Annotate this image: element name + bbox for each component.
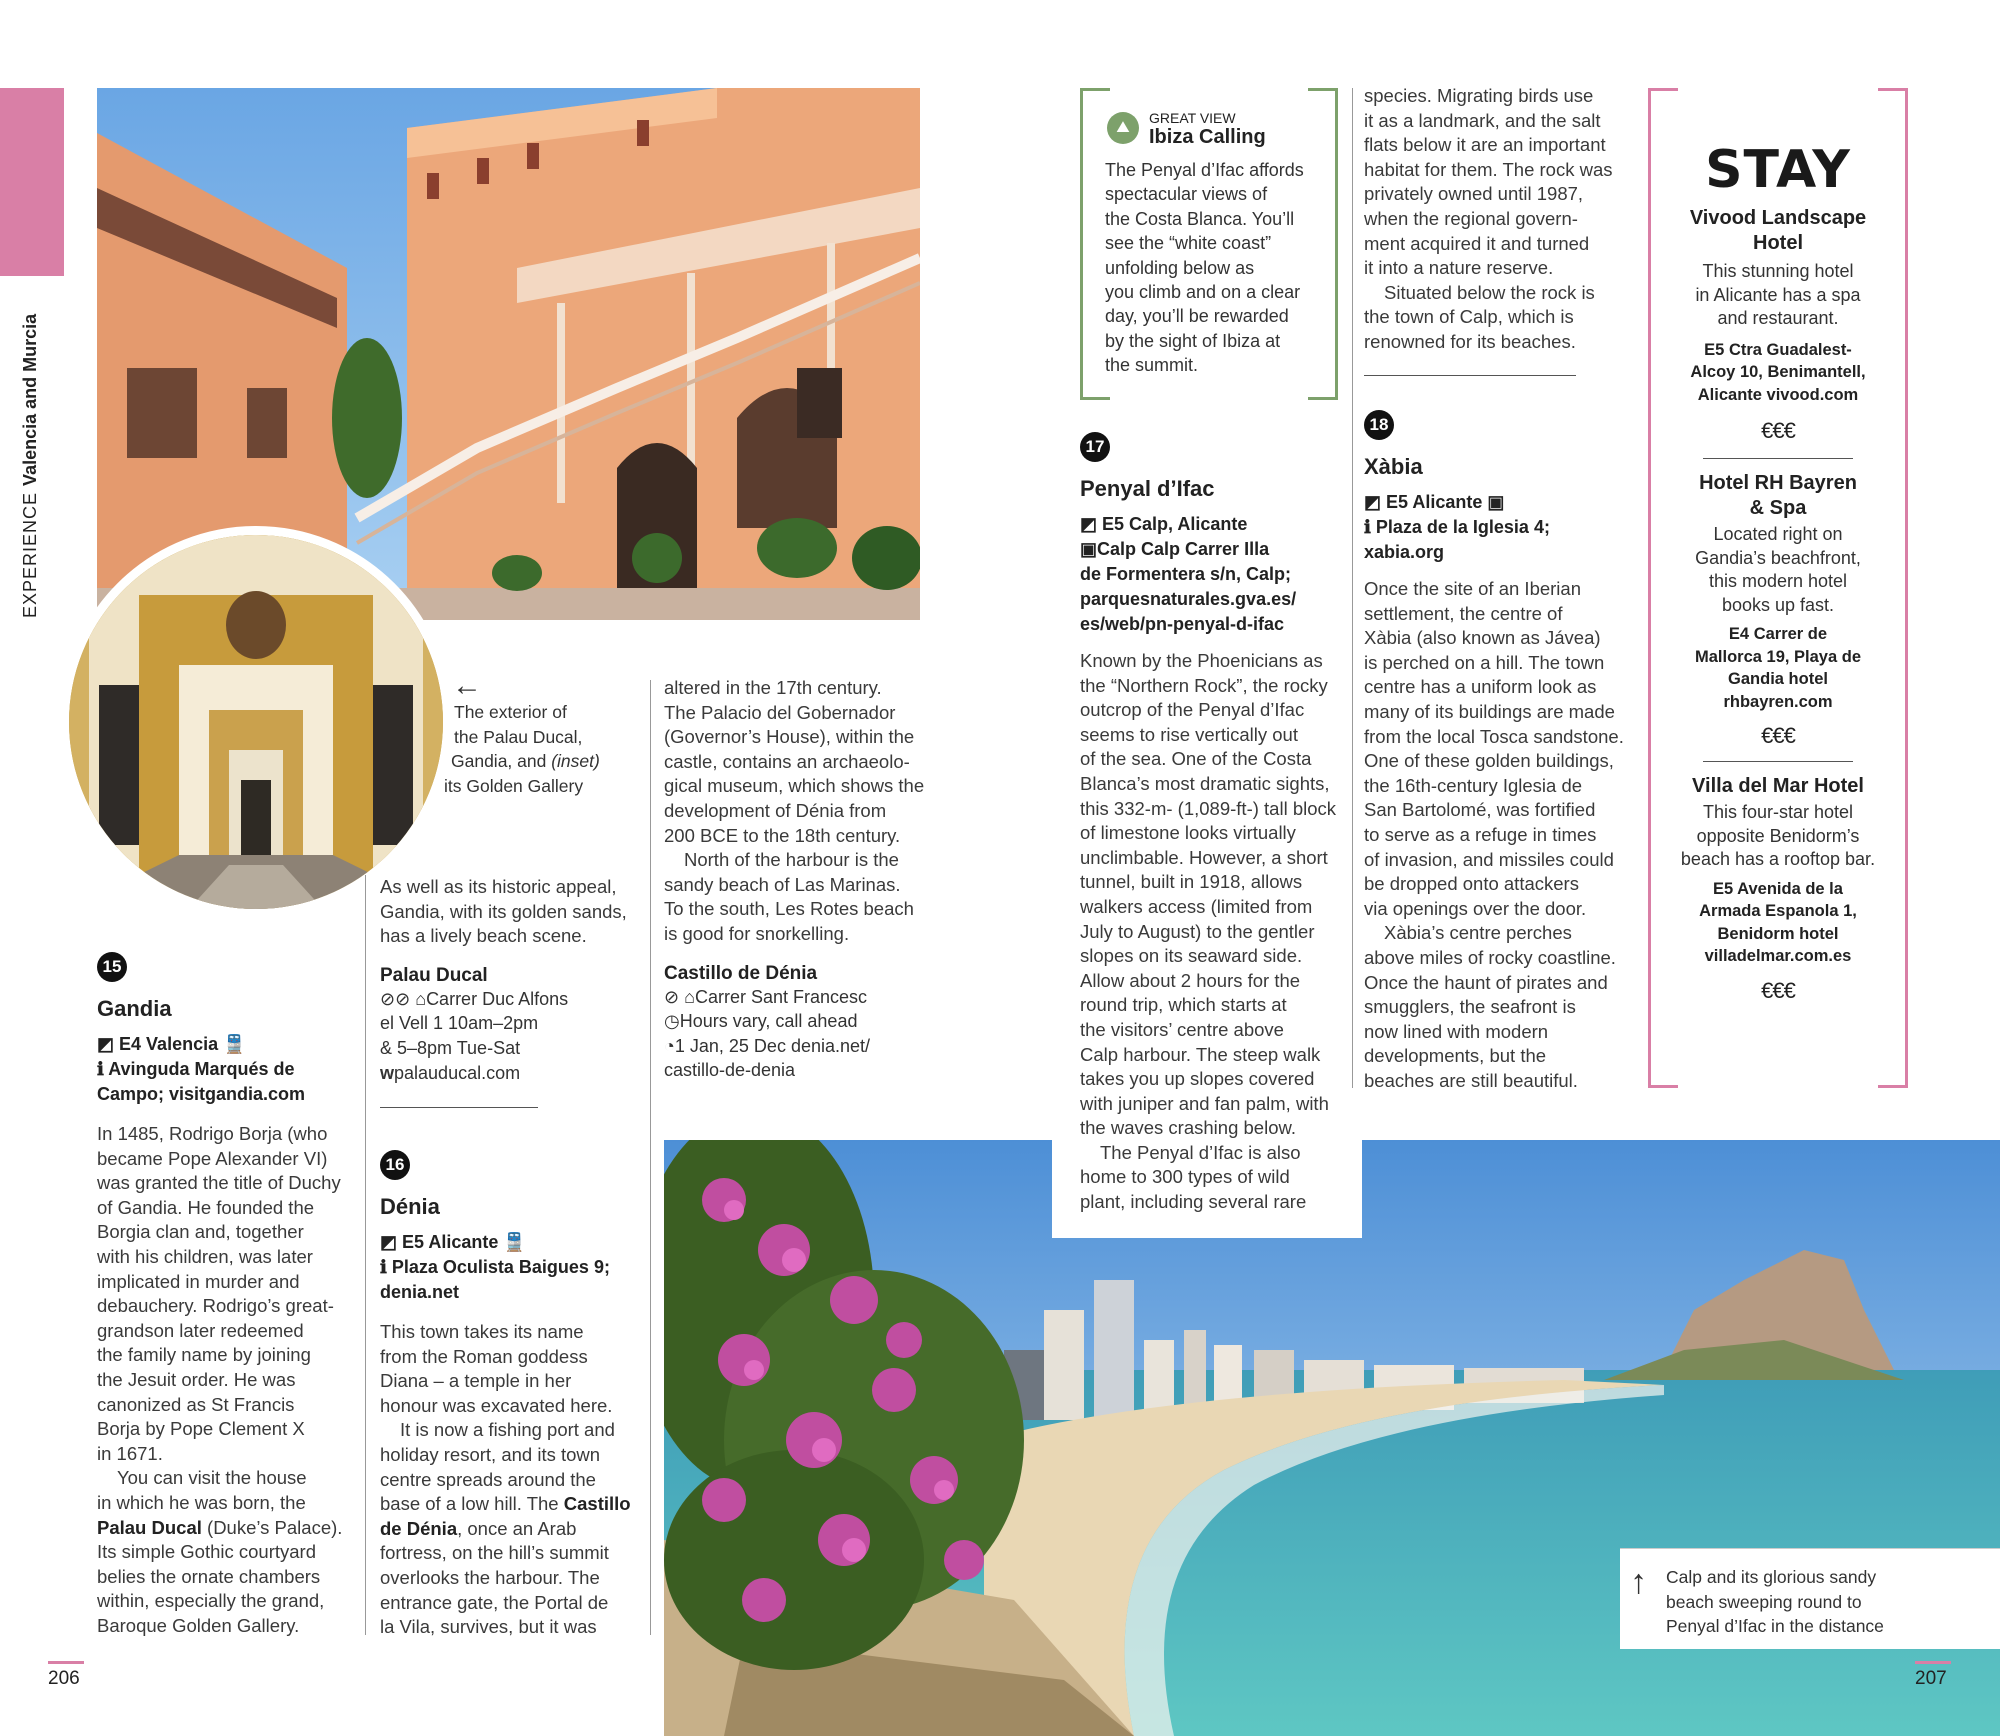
text-line: of limestone looks virtually — [1080, 822, 1296, 844]
text-line: became Pope Alexander VI) — [97, 1147, 328, 1169]
great-view-box — [1080, 88, 1338, 400]
text-line: de Dénia — [380, 1517, 458, 1539]
text-line: Located right on — [1713, 524, 1843, 544]
denia-body — [380, 1320, 642, 1640]
text-line: from the local Tosca sandstone. — [1364, 725, 1624, 747]
xabia-heading: Xàbia — [1364, 454, 1423, 479]
text-line: Hours vary, call ahead — [679, 1011, 858, 1032]
text-line: Gandia, with its golden sands, — [380, 900, 627, 922]
address-icon: ⌂ — [415, 988, 427, 1009]
text-line: has a lively beach scene. — [380, 925, 587, 947]
text-line: Plaza Oculista Baigues 9; — [391, 1257, 610, 1277]
text-line: Hotel — [1753, 232, 1803, 254]
text-line: Xàbia (also known as Jávea) — [1364, 627, 1601, 649]
text-line: this 332-m- (1,089-ft-) tall block — [1080, 797, 1337, 819]
text-line: The Palacio del Gobernador — [664, 701, 896, 723]
clock-icon: ◷ — [664, 1011, 680, 1032]
text-line: Hotel RH Bayren — [1699, 472, 1857, 494]
text-line: 200 BCE to the 18th century. — [664, 824, 901, 846]
text-line: E4 Carrer de — [1728, 625, 1828, 643]
text-line: settlement, the centre of — [1364, 602, 1563, 624]
text-line: be dropped onto attackers — [1364, 873, 1579, 895]
text-line: home to 300 types of wild — [1080, 1166, 1290, 1188]
palau-ducal-bold: Palau Ducal — [97, 1516, 202, 1538]
text-line: ment acquired it and turned — [1364, 232, 1590, 254]
text-line: the “Northern Rock”, the rocky — [1080, 674, 1328, 696]
text-line: of Gandia. He founded the — [97, 1196, 315, 1218]
caption-arrow-icon: ← — [452, 669, 482, 702]
text-line: Borgia clan and, together — [97, 1221, 304, 1243]
text-line: books up fast. — [1721, 594, 1835, 615]
palau-ducal-title: Palau Ducal — [380, 964, 488, 986]
caption-line: The exterior of — [454, 702, 567, 722]
section-rule — [1703, 761, 1853, 762]
gandia-p2 — [97, 1466, 359, 1638]
text-line: Once the haunt of pirates and — [1364, 971, 1608, 993]
bus-icon: ▣ — [1487, 492, 1505, 512]
xabia-body — [1364, 577, 1626, 1093]
info-icon: ℹ — [380, 1257, 387, 1277]
text-line: Calp harbour. The steep walk — [1080, 1043, 1321, 1065]
text-line: is good for snorkelling. — [664, 922, 850, 944]
text-line: overlooks the harbour. The — [380, 1566, 600, 1588]
text-line: walkers access (limited from — [1080, 895, 1313, 917]
text-line: sandy beach of Las Marinas. — [664, 873, 901, 895]
text-line: Calp Calp Carrer Illa — [1097, 539, 1270, 559]
transport-icon: 🚆 — [223, 1034, 246, 1054]
text-line: This town takes its name — [380, 1321, 584, 1342]
caption-arrow-icon: ↑ — [1630, 1563, 1647, 1601]
text-line: parquesnaturales.gva.es/ — [1080, 589, 1297, 609]
text-line: Villa del Mar Hotel — [1692, 775, 1864, 797]
text-line: gical museum, which shows the — [664, 775, 925, 797]
side-tab-prefix: EXPERIENCE — [20, 491, 40, 618]
text-line: outcrop of the Penyal d’Ifac — [1080, 699, 1305, 721]
text-line: Carrer Duc Alfons — [426, 988, 569, 1009]
castillo-info — [664, 985, 926, 1083]
text-line: la Vila, survives, but it was — [380, 1616, 597, 1638]
text-line: you climb and on a clear — [1105, 282, 1301, 303]
castillo-title: Castillo de Dénia — [664, 962, 818, 984]
tour-icon: ⊘⊘ — [380, 988, 411, 1009]
text-line: Xàbia’s centre perches — [1384, 922, 1572, 944]
text-line: the visitors’ centre above — [1080, 1018, 1284, 1040]
text-line: unfolding below as — [1105, 257, 1255, 278]
great-view-title: Ibiza Calling — [1149, 126, 1266, 148]
text-line: & Spa — [1749, 497, 1807, 519]
text-line: entrance gate, the Portal de — [380, 1591, 609, 1613]
gandia-info-line: Campo; visitgandia.com — [97, 1084, 306, 1104]
text-line: centre spreads around the — [380, 1468, 596, 1490]
penyal-entry — [1052, 432, 1362, 1238]
xabia-entry — [1364, 410, 1626, 1093]
text-line: renowned for its beaches. — [1364, 330, 1576, 352]
gandia-intro — [380, 875, 642, 949]
text-line: Mallorca 19, Playa de — [1694, 647, 1861, 666]
denia-entry — [380, 1150, 642, 1640]
text-line: in Alicante has a spa — [1695, 284, 1861, 305]
website-icon: w — [380, 1062, 395, 1083]
hotel-entry — [1651, 471, 1905, 749]
text-line: the town of Calp, which is — [1364, 306, 1574, 328]
text-line: Alcoy 10, Benimantell, — [1690, 363, 1866, 381]
text-line: E5 Alicante — [1386, 492, 1483, 512]
text-line: implicated in murder and — [97, 1270, 300, 1292]
text-line: beaches are still beautiful. — [1364, 1069, 1578, 1091]
text-line: North of the harbour is the — [684, 849, 899, 871]
section-rule — [1364, 375, 1576, 376]
side-tab-region: Valencia and Murcia — [20, 313, 40, 486]
text-line: Gandia hotel — [1728, 670, 1828, 688]
golden-gallery-inset-photo — [60, 526, 452, 918]
text-line: it into a nature reserve. — [1364, 257, 1554, 279]
map-icon: ◩ — [1364, 492, 1382, 512]
text-line: seems to rise vertically out — [1080, 723, 1298, 745]
text-line: in which he was born, the — [97, 1491, 306, 1513]
text-line: flats below it are an important — [1364, 134, 1606, 156]
text-line: privately owned until 1987, — [1364, 183, 1584, 205]
text-line: , once an Arab — [457, 1517, 577, 1539]
section-rule — [380, 1107, 538, 1108]
text-line: day, you’ll be rewarded — [1105, 306, 1289, 327]
text-line: rhbayren.com — [1723, 692, 1833, 711]
text-line: To the south, Les Rotes beach — [664, 898, 914, 920]
address-icon: ⌂ — [684, 986, 695, 1007]
text-line: the 16th-century Iglesia de — [1364, 774, 1583, 796]
text-line: E5 Calp, Alicante — [1102, 514, 1248, 534]
caption-line: the Palau Ducal, — [454, 726, 583, 747]
text-line: palauducal.com — [394, 1062, 521, 1083]
gandia-p1 — [97, 1122, 359, 1466]
text-line: of the sea. One of the Costa — [1080, 748, 1312, 770]
text-line: beach has a rooftop bar. — [1680, 849, 1876, 869]
text-line: habitat for them. The rock was — [1364, 158, 1613, 180]
text-line: Baroque Golden Gallery. — [97, 1614, 300, 1636]
info-icon: ℹ — [1364, 517, 1371, 537]
price-rating: €€€ — [1761, 977, 1795, 1003]
text-line: Gandia’s beachfront, — [1695, 547, 1861, 568]
text-line: xabia.org — [1364, 542, 1445, 562]
text-line: from the Roman goddess — [380, 1345, 588, 1367]
text-line: slopes on its seaward side. — [1080, 945, 1303, 967]
text-line: es/web/pn-penyal-d-ifac — [1080, 614, 1285, 634]
text-line: villadelmar.com.es — [1704, 947, 1852, 965]
entry-number-badge: 15 — [97, 952, 127, 982]
text-line: the Costa Blanca. You’ll — [1105, 208, 1295, 229]
calp-photo-caption — [1620, 1548, 2000, 1649]
text-line: within, especially the grand, — [97, 1590, 325, 1612]
column-two — [380, 875, 642, 1108]
text-line: takes you up slopes covered — [1080, 1068, 1315, 1090]
tour-icon: ⊘ — [664, 986, 680, 1007]
map-icon: ◩ — [1080, 514, 1098, 534]
text-line: This stunning hotel — [1702, 261, 1854, 281]
text-line: smugglers, the seafront is — [1364, 996, 1576, 1018]
map-icon: ◩ — [380, 1232, 398, 1252]
section-rule — [1703, 458, 1853, 459]
text-line: grandson later redeemed — [97, 1319, 304, 1341]
text-line: round trip, which starts at — [1080, 994, 1287, 1016]
text-line: when the regional govern- — [1364, 207, 1578, 229]
text-line: It is now a fishing port and — [400, 1419, 615, 1441]
text-line: One of these golden buildings, — [1364, 750, 1614, 772]
text-line: is perched on a hill. The town — [1364, 651, 1605, 673]
text-line: many of its buildings are made — [1364, 700, 1615, 722]
price-rating: €€€ — [1761, 723, 1795, 748]
text-line: The Penyal d’Ifac is also — [1100, 1141, 1301, 1163]
page-number-accent — [48, 1661, 84, 1664]
gandia-heading: Gandia — [97, 996, 172, 1021]
column-five — [1364, 84, 1626, 376]
text-line: This four-star hotel — [1702, 802, 1854, 822]
text-line: unclimbable. However, a short — [1080, 846, 1328, 868]
text-line: castillo-de-denia — [664, 1060, 796, 1081]
caption-line: Gandia, and — [451, 751, 552, 772]
text-line: with juniper and fan palm, with — [1080, 1092, 1329, 1114]
text-line: opposite Benidorm’s — [1696, 825, 1860, 846]
palau-ducal-info — [380, 987, 642, 1085]
text-line: species. Migrating birds use — [1364, 85, 1594, 106]
text-line: E5 Ctra Guadalest- — [1704, 340, 1852, 359]
text-line: Benidorm hotel — [1717, 924, 1839, 943]
text-line: altered in the 17th century. — [664, 677, 882, 698]
text-line: The Penyal d’Ifac affords — [1105, 160, 1304, 180]
gandia-info-line: Avinguda Marqués de — [108, 1059, 295, 1079]
text-line: it as a landmark, and the salt — [1364, 109, 1601, 131]
text-line: el Vell 1 10am–2pm — [380, 1013, 539, 1034]
map-icon: ◩ — [97, 1034, 115, 1054]
text-line: the family name by joining — [97, 1344, 311, 1366]
text-line: denia.net — [380, 1282, 460, 1302]
text-line: Diana – a temple in her — [380, 1370, 572, 1392]
text-line: debauchery. Rodrigo’s great- — [97, 1295, 334, 1317]
text-line: 1 Jan, 25 Dec denia.net/ — [674, 1035, 871, 1056]
column-divider — [650, 680, 651, 1635]
text-line: centre has a uniform look as — [1364, 676, 1597, 698]
text-line: As well as its historic appeal, — [380, 876, 617, 897]
text-line: (Duke’s Palace). — [201, 1516, 343, 1538]
text-line: in 1671. — [97, 1442, 163, 1464]
caption-line: beach sweeping round to — [1666, 1591, 1862, 1612]
text-line: to serve as a refuge in times — [1364, 823, 1597, 845]
text-line: of invasion, and missiles could — [1364, 848, 1614, 870]
text-line: the summit. — [1105, 355, 1199, 376]
text-line: E5 Avenida de la — [1713, 879, 1843, 898]
text-line: & 5–8pm Tue-Sat — [380, 1037, 521, 1058]
text-line: holiday resort, and its town — [380, 1443, 601, 1465]
gandia-info-line: E4 Valencia — [119, 1034, 219, 1054]
text-line: tunnel, built in 1918, allows — [1080, 871, 1303, 893]
text-line: the Jesuit order. He was — [97, 1368, 296, 1390]
gandia-entry — [97, 952, 359, 1638]
text-line: was granted the title of Duchy — [97, 1172, 341, 1194]
side-tab-accent — [0, 88, 64, 276]
side-tab-label — [20, 314, 41, 618]
caption-line: Penyal d’Ifac in the distance — [1666, 1616, 1884, 1636]
text-line: Known by the Phoenicians as — [1080, 650, 1323, 671]
gandia-body — [97, 1122, 359, 1638]
text-line: (Governor’s House), within the — [664, 726, 915, 748]
text-line: and restaurant. — [1717, 308, 1839, 328]
text-line: Alicante vivood.com — [1697, 385, 1859, 404]
text-line: de Formentera s/n, Calp; — [1080, 564, 1292, 584]
great-view-label: GREAT VIEW — [1149, 110, 1236, 126]
entry-number-badge: 18 — [1364, 410, 1394, 440]
text-line: San Bartolomé, was fortified — [1364, 799, 1596, 821]
hotel-entry — [1651, 774, 1905, 1004]
text-line: this modern hotel — [1708, 571, 1848, 591]
text-line: above miles of rocky coastline. — [1364, 946, 1616, 968]
column-divider — [1352, 88, 1353, 1088]
caption-line: Calp and its glorious sandy — [1666, 1567, 1877, 1587]
text-line: Carrer Sant Francesc — [694, 986, 868, 1007]
text-line: In 1485, Rodrigo Borja (who — [97, 1123, 328, 1144]
closed-icon: ◔ — [664, 1035, 675, 1056]
text-line: via openings over the door. — [1364, 897, 1587, 919]
column-three — [664, 676, 926, 1083]
stay-box — [1648, 88, 1908, 1088]
text-line: castle, contains an archaeolo- — [664, 750, 910, 772]
hotel-entry — [1651, 206, 1905, 444]
text-line: plant, including several rare — [1080, 1191, 1307, 1213]
text-line: with his children, was later — [97, 1245, 313, 1267]
text-line: Allow about 2 hours for the — [1080, 969, 1301, 991]
text-line: Vivood Landscape — [1689, 207, 1867, 229]
penyal-heading: Penyal d’Ifac — [1080, 476, 1215, 501]
text-line: July to August) to the gentler — [1080, 920, 1315, 942]
transport-icon: 🚆 — [503, 1232, 526, 1252]
text-line: the waves crashing below. — [1080, 1117, 1296, 1139]
page-number-right: 207 — [1915, 1668, 1947, 1689]
column-divider — [365, 875, 366, 1635]
entry-number-badge: 16 — [380, 1150, 410, 1180]
text-line: You can visit the house — [117, 1467, 307, 1489]
text-line: Armada Espanola 1, — [1699, 902, 1857, 920]
denia-heading: Dénia — [380, 1194, 440, 1219]
entry-number-badge: 17 — [1080, 432, 1110, 462]
text-line: Once the site of an Iberian — [1364, 578, 1581, 599]
caption-line: its Golden Gallery — [444, 775, 584, 796]
text-line: base of a low hill. The — [380, 1493, 559, 1515]
text-line: Plaza de la Iglesia 4; — [1375, 517, 1550, 537]
stay-heading: STAY — [1705, 140, 1851, 200]
price-rating: €€€ — [1761, 418, 1795, 443]
penyal-body — [1080, 649, 1342, 1215]
text-line: development of Dénia from — [664, 799, 887, 821]
text-line: E5 Alicante — [402, 1232, 499, 1252]
text-line: spectacular views of — [1105, 184, 1268, 205]
text-line: see the “white coast” — [1105, 233, 1272, 254]
text-line: fortress, on the hill’s summit — [380, 1542, 609, 1564]
great-view-icon: ⛰ — [1107, 112, 1139, 144]
text-line: Borja by Pope Clement X — [97, 1418, 305, 1440]
golden-gallery-illustration — [69, 535, 443, 909]
text-line: Castillo — [563, 1493, 631, 1515]
info-icon: ℹ — [97, 1059, 104, 1079]
text-line: now lined with modern — [1364, 1020, 1549, 1042]
text-line: developments, but the — [1364, 1045, 1547, 1067]
text-line: honour was excavated here. — [380, 1394, 613, 1416]
page-number-left: 206 — [48, 1668, 80, 1689]
palau-photo-caption — [444, 669, 634, 798]
page-number-accent — [1915, 1661, 1951, 1664]
text-line: Blanca’s most dramatic sights, — [1080, 772, 1330, 794]
caption-inset-word: (inset) — [551, 751, 600, 772]
text-line: belies the ornate chambers — [97, 1565, 321, 1587]
text-line: Its simple Gothic courtyard — [97, 1541, 316, 1563]
text-line: canonized as St Francis — [97, 1393, 295, 1415]
text-line: Situated below the rock is — [1384, 281, 1595, 303]
great-view-text — [1105, 158, 1331, 378]
text-line: by the sight of Ibiza at — [1105, 330, 1281, 351]
bus-icon: ▣ — [1080, 539, 1098, 559]
